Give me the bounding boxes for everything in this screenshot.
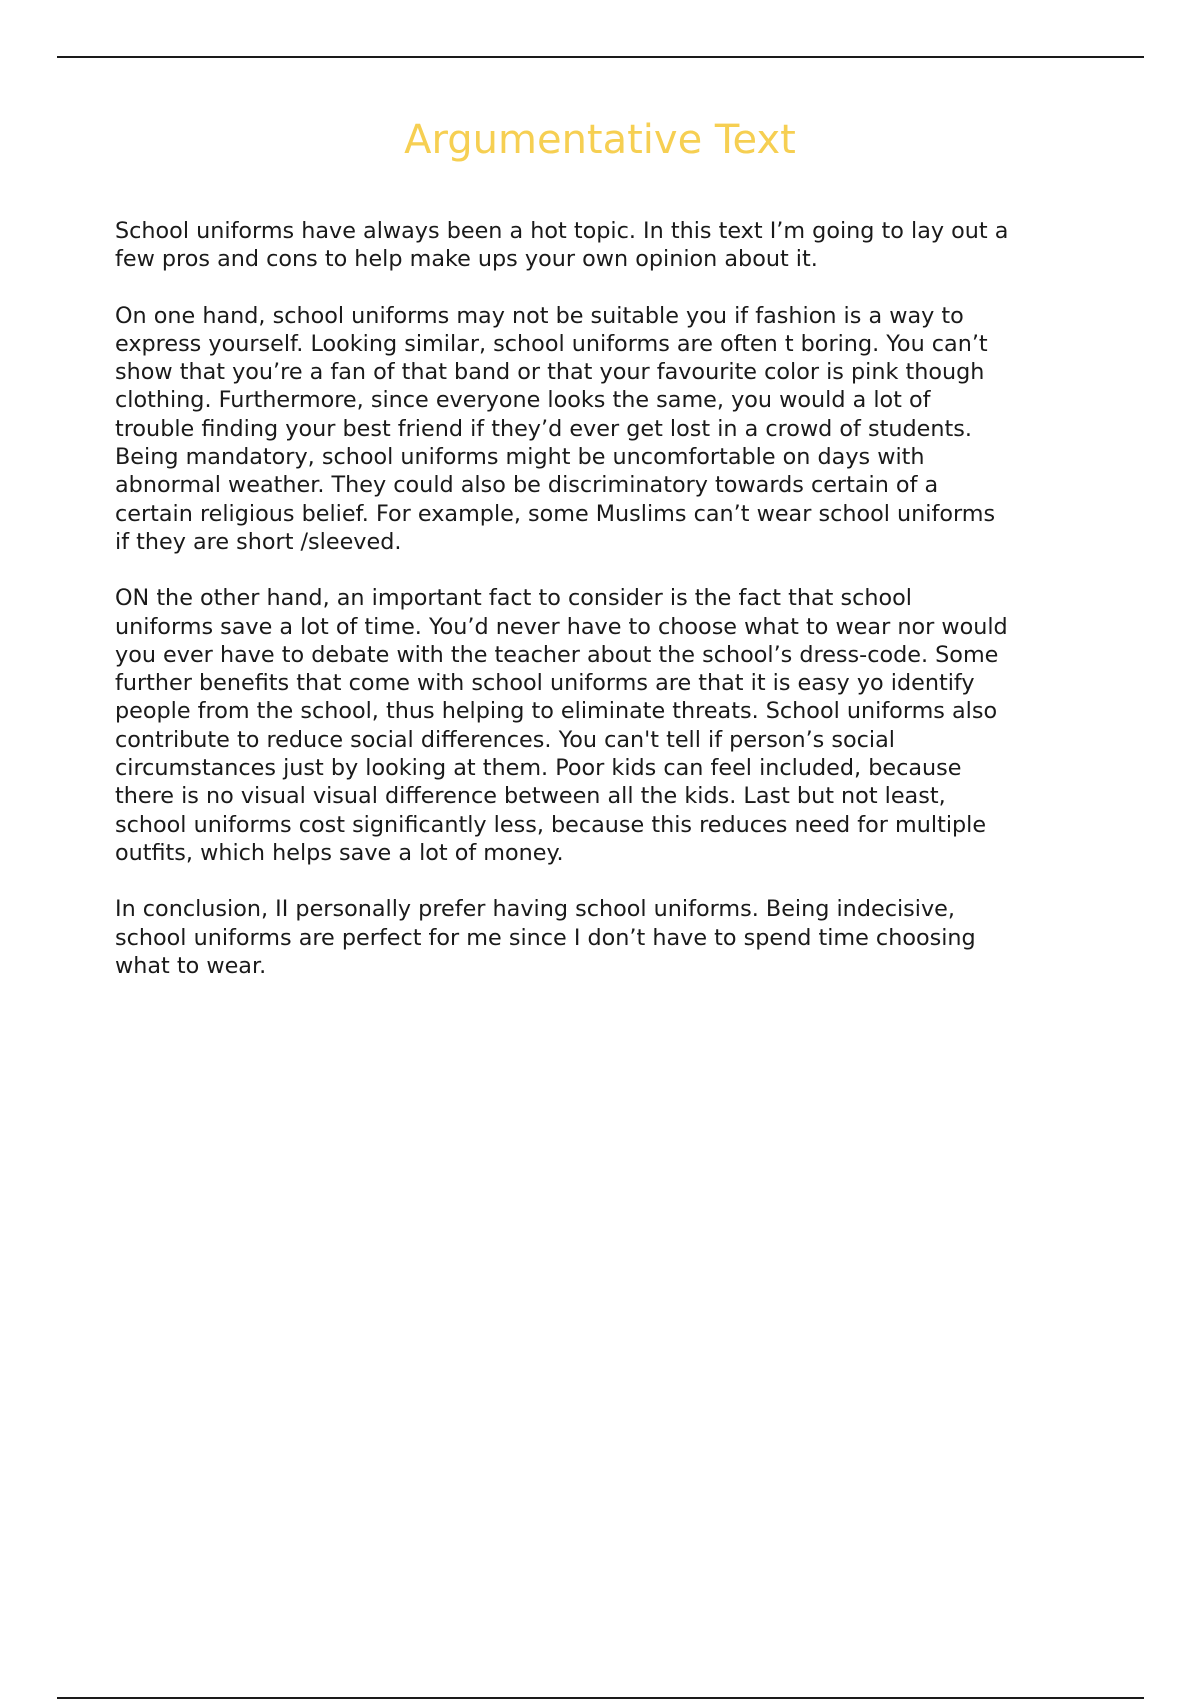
document-body	[115, 217, 1100, 1008]
header-rule	[57, 56, 1144, 58]
paragraph-cons: On one hand, school uniforms may not be suitable you if fashion is a way to express yourself. Looking similar, school uniforms are often t boring. You can’t show that you’re a fan of that band or that your favourite color is pink though clothing. Furthermore, since everyone looks the same, you would a lot of trouble finding your best friend if they’d ever get lost in a crowd of students. Being mandatory, school uniforms might be uncomfortable on days with abnormal weather. They could also be discriminatory towards certain of a certain religious belief. For example, some Muslims can’t wear school uniforms if they are short /sleeved.	[115, 302, 996, 555]
paragraph-pros: ON the other hand, an important fact to consider is the fact that school uniforms save a lot of time. You’d never have to choose what to wear nor would you ever have to debate with the teacher about the school’s dress-code. Some further benefits that come with school uniforms are that it is easy yo identify people from the school, thus helping to eliminate threats. School uniforms also contribute to reduce social differences. You can't tell if person’s social circumstances just by looking at them. Poor kids can feel included, because there is no visual visual difference between all the kids. Last but not least, school uniforms cost significantly less, because this reduces need for multiple outfits, which helps save a lot of money.	[115, 585, 1008, 866]
paragraph-conclusion: In conclusion, II personally prefer having school uniforms. Being indecisive, school uniforms are perfect for me since I don’t have to spend time choosing what to wear.	[115, 896, 976, 979]
footer-rule	[57, 1697, 1144, 1699]
document-title: Argumentative Text	[404, 117, 796, 163]
paragraph-intro: School uniforms have always been a hot topic. In this text I’m going to lay out a few pros and cons to help make ups your own opinion about it.	[115, 218, 1009, 273]
